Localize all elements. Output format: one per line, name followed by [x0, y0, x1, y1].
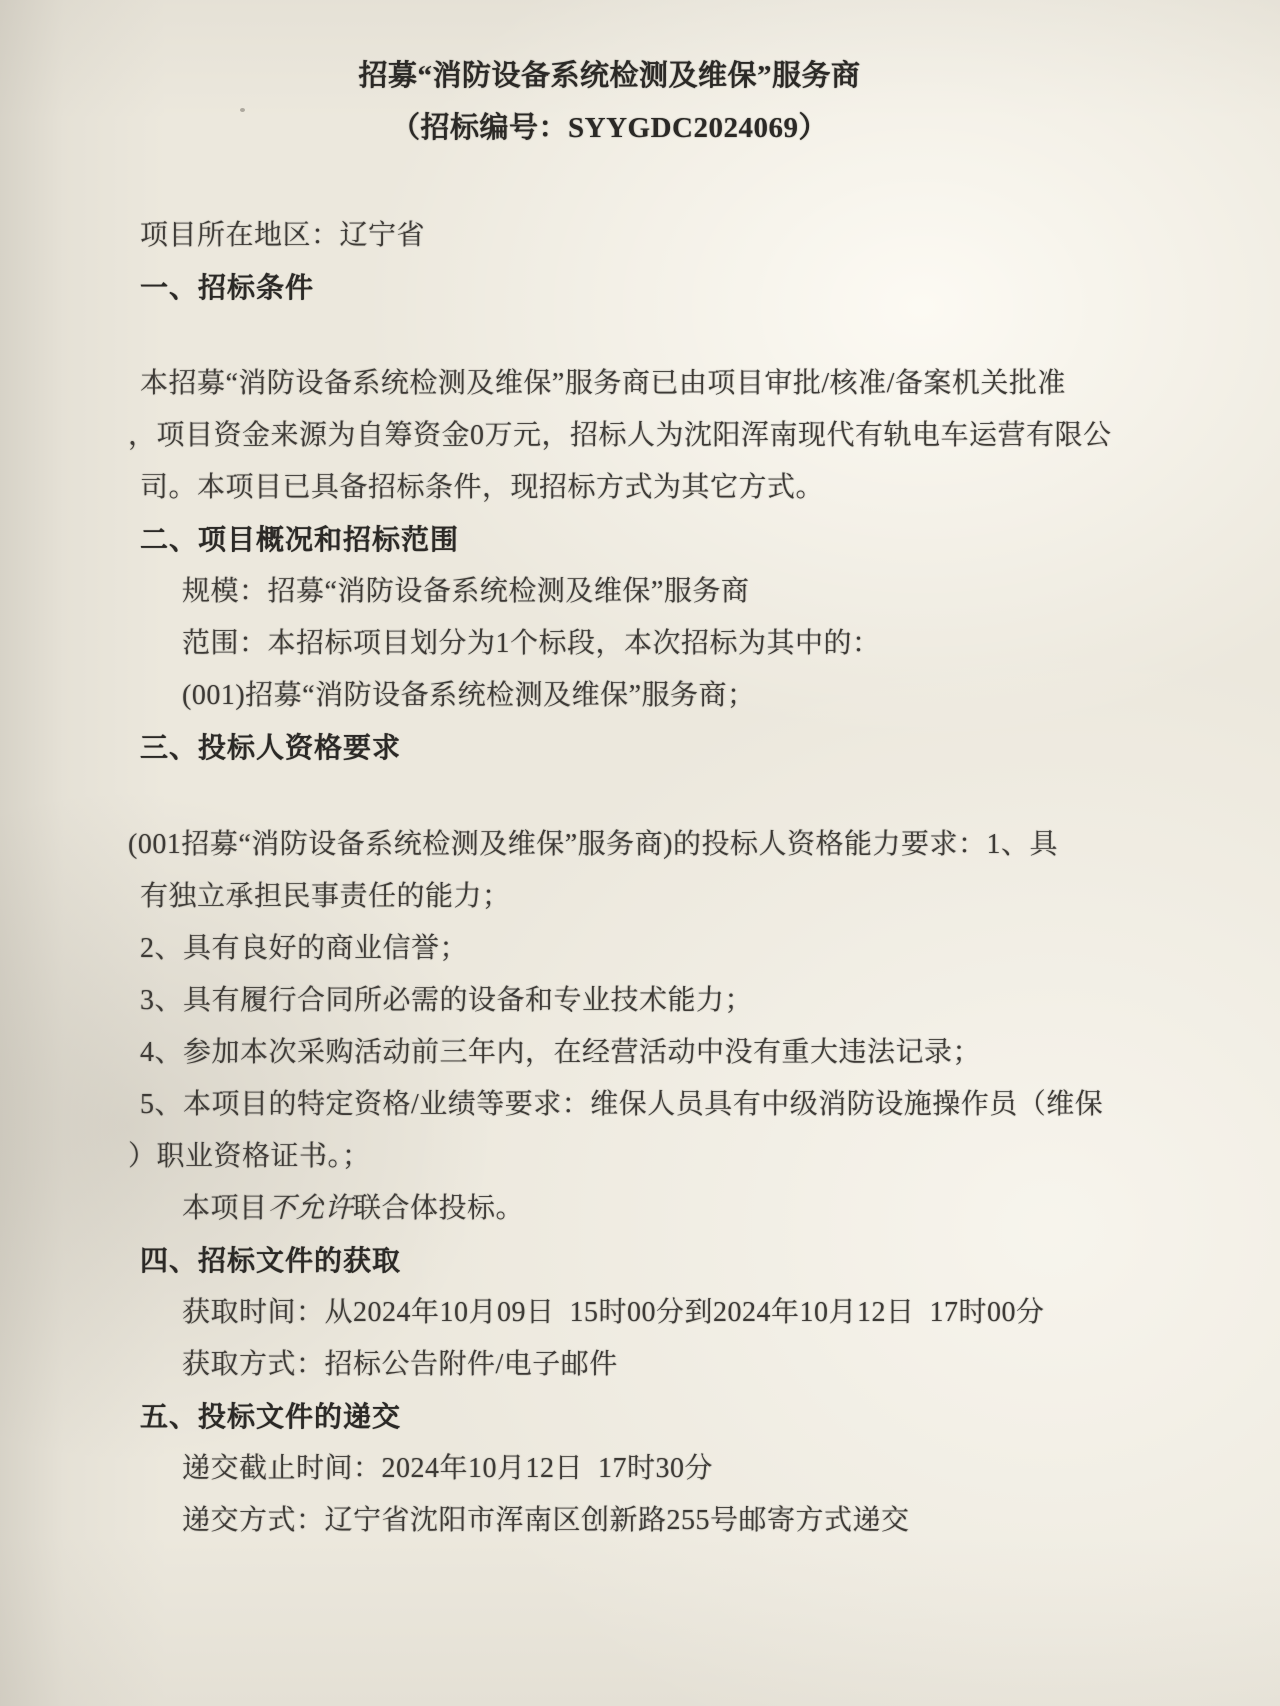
project-region-line: 项目所在地区：辽宁省	[140, 220, 426, 251]
s1-paragraph-line-2: ，项目资金来源为自筹资金0万元，招标人为沈阳浑南现代有轨电车运营有限公	[128, 420, 1112, 451]
s3-item-2: 2、具有良好的商业信誉；	[140, 933, 469, 964]
s3-qualification-line-1: (001招募“消防设备系统检测及维保”服务商)的投标人资格能力要求：1、具	[128, 829, 1059, 860]
doc-title: 招募“消防设备系统检测及维保”服务商	[358, 60, 861, 92]
s4-obtain-method-line: 获取方式：招标公告附件/电子邮件	[182, 1349, 618, 1380]
s2-lot-line: (001)招募“消防设备系统检测及维保”服务商；	[182, 680, 756, 711]
section-4-heading: 四、招标文件的获取	[140, 1245, 402, 1276]
section-2-heading: 二、项目概况和招标范围	[140, 524, 460, 555]
s1-paragraph-line-3: 司。本项目已具备招标条件，现招标方式为其它方式。	[140, 472, 825, 503]
no-consortium-prefix: 本项目	[182, 1193, 268, 1224]
s3-item-5-line-1: 5、本项目的特定资格/业绩等要求：维保人员具有中级消防设施操作员（维保	[140, 1089, 1104, 1120]
section-5-heading: 五、投标文件的递交	[140, 1401, 402, 1432]
document-content	[128, 50, 1115, 1547]
s4-obtain-time-line: 获取时间：从2024年10月09日 15时00分到2024年10月12日 17时00分	[182, 1297, 1045, 1328]
s3-item-4: 4、参加本次采购活动前三年内，在经营活动中没有重大违法记录；	[140, 1037, 982, 1068]
section-3-heading: 三、投标人资格要求	[140, 732, 402, 763]
s5-method-line: 递交方式：辽宁省沈阳市浑南区创新路255号邮寄方式递交	[182, 1505, 910, 1536]
s5-deadline-line: 递交截止时间：2024年10月12日 17时30分	[182, 1453, 714, 1484]
s3-item-3: 3、具有履行合同所必需的设备和专业技术能力；	[140, 985, 754, 1016]
s2-scale-line: 规模：招募“消防设备系统检测及维保”服务商	[182, 576, 750, 607]
tender-number: （招标编号：SYYGDC2024069）	[391, 112, 828, 144]
s1-paragraph-line-1: 本招募“消防设备系统检测及维保”服务商已由项目审批/核准/备案机关批准	[140, 368, 1066, 399]
s3-qualification-line-2: 有独立承担民事责任的能力；	[140, 881, 511, 912]
s3-item-5-line-2: ）职业资格证书。；	[128, 1141, 371, 1172]
no-consortium-suffix: 联合体投标。	[353, 1193, 525, 1224]
s2-scope-line: 范围：本招标项目划分为1个标段，本次招标为其中的：	[182, 628, 881, 659]
no-consortium-line	[140, 1183, 1115, 1235]
section-1-heading: 一、招标条件	[140, 272, 315, 303]
no-consortium-italic: 不允许	[267, 1193, 354, 1224]
